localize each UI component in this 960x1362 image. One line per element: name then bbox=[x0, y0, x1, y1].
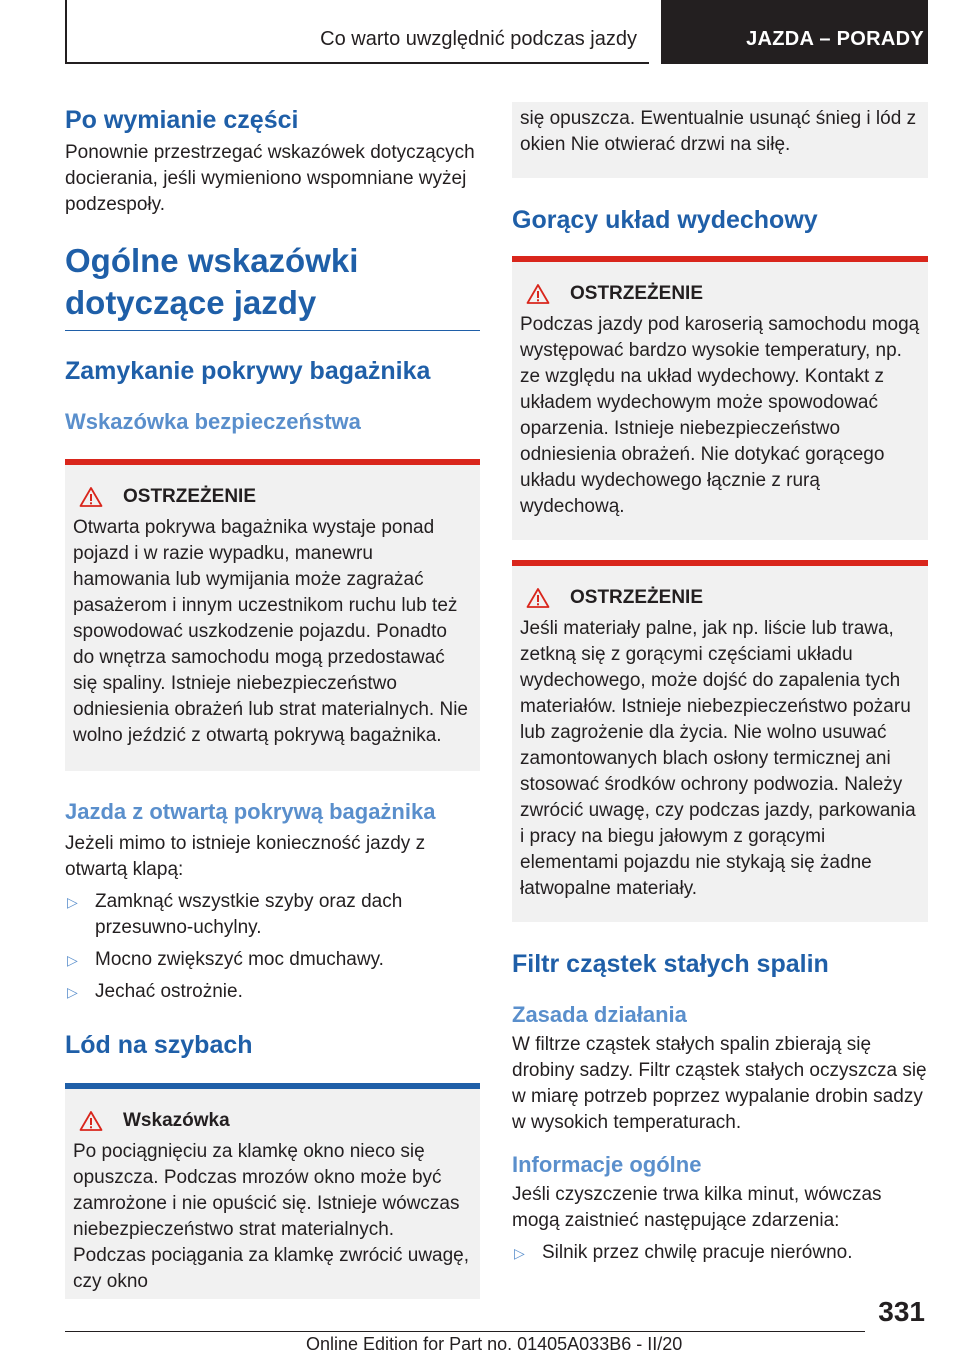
warning-title-row bbox=[520, 280, 920, 308]
header-chapter-box bbox=[661, 0, 928, 64]
warning-title: OSTRZEŻENIE bbox=[570, 587, 704, 608]
ice-heading: Lód na szybach bbox=[65, 1031, 253, 1059]
warning-text: Podczas jazdy pod karoserią samochodu mogą występować bardzo wysokie temperatury, np. ze względu na układ wydechowy. Kontakt z układem wydechowym może spowodować oparzenia. Istnieje niebezpieczeństwo odniesienia obrażeń. Nie dotykać gorącego układu wydechowego łącznie z rurą wydechową. bbox=[520, 314, 920, 517]
footer-divider bbox=[65, 1331, 865, 1332]
open-trunk-text: Jeżeli mimo to istnieje konieczność jazdy z otwartą klapą: bbox=[65, 833, 426, 880]
open-trunk-list bbox=[65, 889, 480, 1005]
note-box-ice bbox=[65, 1083, 480, 1299]
general-text: Jeśli czyszczenie trwa kilka minut, wówczas mogą zaistnieć następujące zdarzenia: bbox=[512, 1184, 882, 1231]
footer-edition bbox=[306, 1334, 682, 1355]
replace-heading: Po wymianie części bbox=[65, 106, 299, 134]
note-box-continued bbox=[512, 102, 928, 178]
note-title: Wskazówka bbox=[123, 1110, 230, 1131]
general-list bbox=[512, 1240, 928, 1266]
bullet-triangle-icon: ▷ bbox=[67, 894, 78, 910]
warning-box-fire bbox=[512, 560, 928, 922]
list-item: ▷ Jechać ostrożnie. bbox=[65, 979, 480, 1005]
header-section-title: Co warto uwzględnić podczas jazdy bbox=[320, 28, 637, 50]
warning-title-row bbox=[520, 584, 920, 612]
list-item: ▷ Silnik przez chwilę pracuje nierówno. bbox=[512, 1240, 928, 1266]
note-title-row bbox=[73, 1107, 472, 1135]
warning-title-row bbox=[73, 483, 472, 511]
right-column bbox=[512, 102, 928, 1266]
warning-triangle-icon bbox=[79, 486, 103, 508]
exhaust-heading: Gorący układ wydechowy bbox=[512, 206, 818, 234]
warning-title: OSTRZEŻENIE bbox=[123, 486, 257, 507]
list-item: ▷ Zamknąć wszystkie szyby oraz dach przesuwno-uchylny. bbox=[65, 889, 480, 941]
filter-heading: Filtr cząstek stałych spalin bbox=[512, 950, 829, 978]
warning-box-trunk bbox=[65, 459, 480, 771]
general-heading: Informacje ogólne bbox=[512, 1152, 702, 1177]
page-header bbox=[65, 0, 928, 64]
bullet-triangle-icon: ▷ bbox=[514, 1245, 525, 1261]
warning-triangle-icon bbox=[79, 1110, 103, 1132]
warning-title: OSTRZEŻENIE bbox=[570, 283, 704, 304]
note-continued-text: się opuszcza. Ewentualnie usunąć śnieg i lód z okien Nie otwierać drzwi na siłę. bbox=[520, 108, 917, 155]
warning-text: Otwarta pokrywa bagażnika wystaje ponad pojazd i w razie wypadku, manewru hamowania lub wymijania może zagrażać pasażerom i innym uczestnikom ruchu lub też spowodować uszkodzenie pojazdu. Ponadto do wnętrza samochodu mogą przedostawać się spaliny. Istnieje niebezpieczeństwo odniesienia obrażeń lub strat materialnych. Nie wolno jeździć z otwartą pokrywą bagażnika. bbox=[73, 517, 468, 746]
warning-box-exhaust bbox=[512, 256, 928, 540]
trunk-heading: Zamykanie pokrywy bagażnika bbox=[65, 357, 431, 385]
header-chapter-title: JAZDA – PORADY bbox=[746, 28, 924, 50]
left-column bbox=[65, 100, 480, 1299]
list-item: ▷ Mocno zwiększyć moc dmuchawy. bbox=[65, 947, 480, 973]
note-text: Po pociągnięciu za klamkę okno nieco się opuszcza. Podczas mrozów okno może być zamrożone i nie opuścić się. Istnieje wówczas niebezpieczeństwo strat materialnych. Podczas pociągania za klamkę zwrócić uwagę, czy okno bbox=[73, 1141, 470, 1292]
open-trunk-heading: Jazda z otwartą pokrywą bagażnika bbox=[65, 799, 436, 824]
bullet-triangle-icon: ▷ bbox=[67, 952, 78, 968]
footer-edition-text: Online Edition for Part no. 01405A033B6 - II/20 bbox=[306, 1334, 683, 1354]
page-number: 331 bbox=[878, 1296, 925, 1327]
warning-text: Jeśli materiały palne, jak np. liście lub trawa, zetkną się z gorącymi częściami układu wydechowego, może dojść do zapalenia tych materiałów. Istnieje niebezpieczeństwo pożaru lub zagrożenie dla życia. Nie wolno usuwać zamontowanych blach osłony termicznej ani stosować środków ochrony podwozia. Należy zwrócić uwagę, czy podczas jazdy, parkowania i pracy na biegu jałowym z gorącymi elementami pojazdu nie stykają się żadne łatwopalne materiały. bbox=[520, 618, 916, 899]
header-section-box bbox=[65, 0, 649, 64]
warning-triangle-icon bbox=[526, 283, 550, 305]
bullet-triangle-icon: ▷ bbox=[67, 984, 78, 1000]
safety-heading: Wskazówka bezpieczeństwa bbox=[65, 409, 361, 434]
warning-triangle-icon bbox=[526, 587, 550, 609]
principle-text: W filtrze cząstek stałych spalin zbierają się drobiny sadzy. Filtr cząstek stałych oczyszcza się w miarę potrzeb poprzez wypalanie drobin sadzy w wysokich temperaturach. bbox=[512, 1034, 927, 1133]
replace-text: Ponownie przestrzegać wskazówek dotyczących docierania, jeśli wymieniono wspomniane wyżej podzespoły. bbox=[65, 142, 475, 215]
main-heading: Ogólne wskazówki dotyczące jazdy bbox=[65, 240, 480, 331]
principle-heading: Zasada działania bbox=[512, 1002, 687, 1027]
